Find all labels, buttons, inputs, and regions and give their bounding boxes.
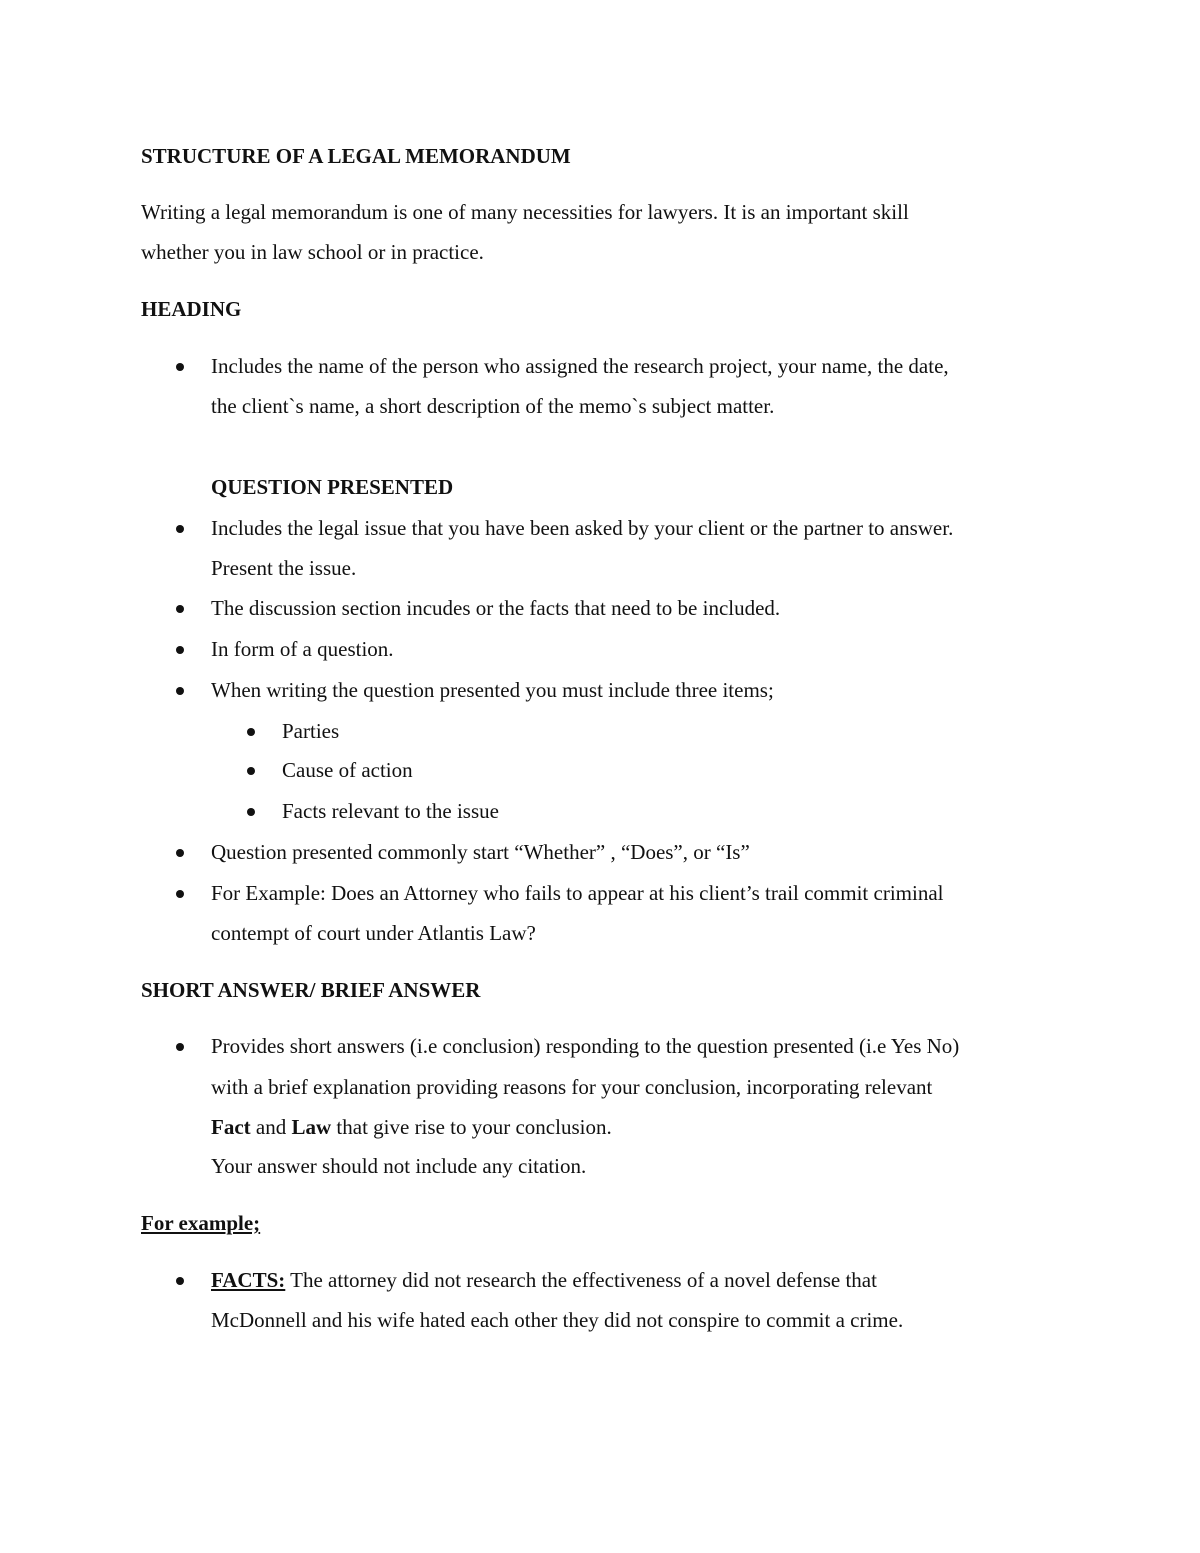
law-keyword: Law xyxy=(291,1115,332,1139)
question-bullet-6-line-2: contempt of court under Atlantis Law? xyxy=(211,921,536,945)
line-3-rest: that give rise to your conclusion. xyxy=(331,1115,612,1139)
bullet-icon xyxy=(176,1043,184,1051)
question-bullet-3: In form of a question. xyxy=(211,637,394,661)
short-answer-line-1: Provides short answers (i.e conclusion) responding to the question presented (i.e Yes No) xyxy=(211,1034,960,1058)
bullet-icon xyxy=(176,890,184,898)
bullet-icon xyxy=(176,525,184,533)
question-bullet-6-line-1: For Example: Does an Attorney who fails to appear at his client’s trail commit criminal xyxy=(211,881,944,905)
facts-label: FACTS: xyxy=(211,1268,286,1292)
heading-bullet-line-2: the client`s name, a short description of the memo`s subject matter. xyxy=(211,394,775,418)
heading-bullet-line-1: Includes the name of the person who assigned the research project, your name, the date, xyxy=(211,354,949,378)
short-answer-line-2: with a brief explanation providing reasons for your conclusion, incorporating relevant xyxy=(211,1075,933,1099)
question-bullet-5: Question presented commonly start “Whether” , “Does”, or “Is” xyxy=(211,840,750,864)
document-title: STRUCTURE OF A LEGAL MEMORANDUM xyxy=(141,144,571,168)
fact-keyword: Fact xyxy=(211,1115,251,1139)
sub-item-cause-of-action: Cause of action xyxy=(282,758,413,782)
intro-line-1: Writing a legal memorandum is one of many necessities for lawyers. It is an important skill xyxy=(141,200,909,224)
intro-line-2: whether you in law school or in practice. xyxy=(141,240,484,264)
heading-section-title: HEADING xyxy=(141,297,242,321)
bullet-icon xyxy=(176,849,184,857)
bullet-icon xyxy=(176,363,184,371)
bullet-icon xyxy=(176,1277,184,1285)
sub-bullet-icon xyxy=(247,808,255,816)
sub-bullet-icon xyxy=(247,767,255,775)
facts-line-2: McDonnell and his wife hated each other they did not conspire to commit a crime. xyxy=(211,1308,904,1332)
short-answer-section-title: SHORT ANSWER/ BRIEF ANSWER xyxy=(141,978,481,1002)
bullet-icon xyxy=(176,605,184,613)
and-text: and xyxy=(250,1115,292,1139)
sub-item-parties: Parties xyxy=(282,719,340,743)
question-bullet-1-line-2: Present the issue. xyxy=(211,556,357,580)
bullet-icon xyxy=(176,687,184,695)
bullet-icon xyxy=(176,646,184,654)
question-bullet-1-line-1: Includes the legal issue that you have been asked by your client or the partner to answer. xyxy=(211,516,954,540)
question-bullet-2: The discussion section incudes or the facts that need to be included. xyxy=(211,596,781,620)
facts-text: The attorney did not research the effectiveness of a novel defense that xyxy=(285,1268,877,1292)
question-section-title: QUESTION PRESENTED xyxy=(211,475,454,499)
sub-bullet-icon xyxy=(247,728,255,736)
question-bullet-4: When writing the question presented you must include three items; xyxy=(211,678,774,702)
short-answer-line-3 xyxy=(211,1115,612,1139)
short-answer-line-4: Your answer should not include any citation. xyxy=(211,1154,587,1178)
facts-line-1 xyxy=(211,1268,877,1292)
sub-item-facts-relevant: Facts relevant to the issue xyxy=(282,799,499,823)
example-section-title: For example; xyxy=(141,1211,261,1235)
